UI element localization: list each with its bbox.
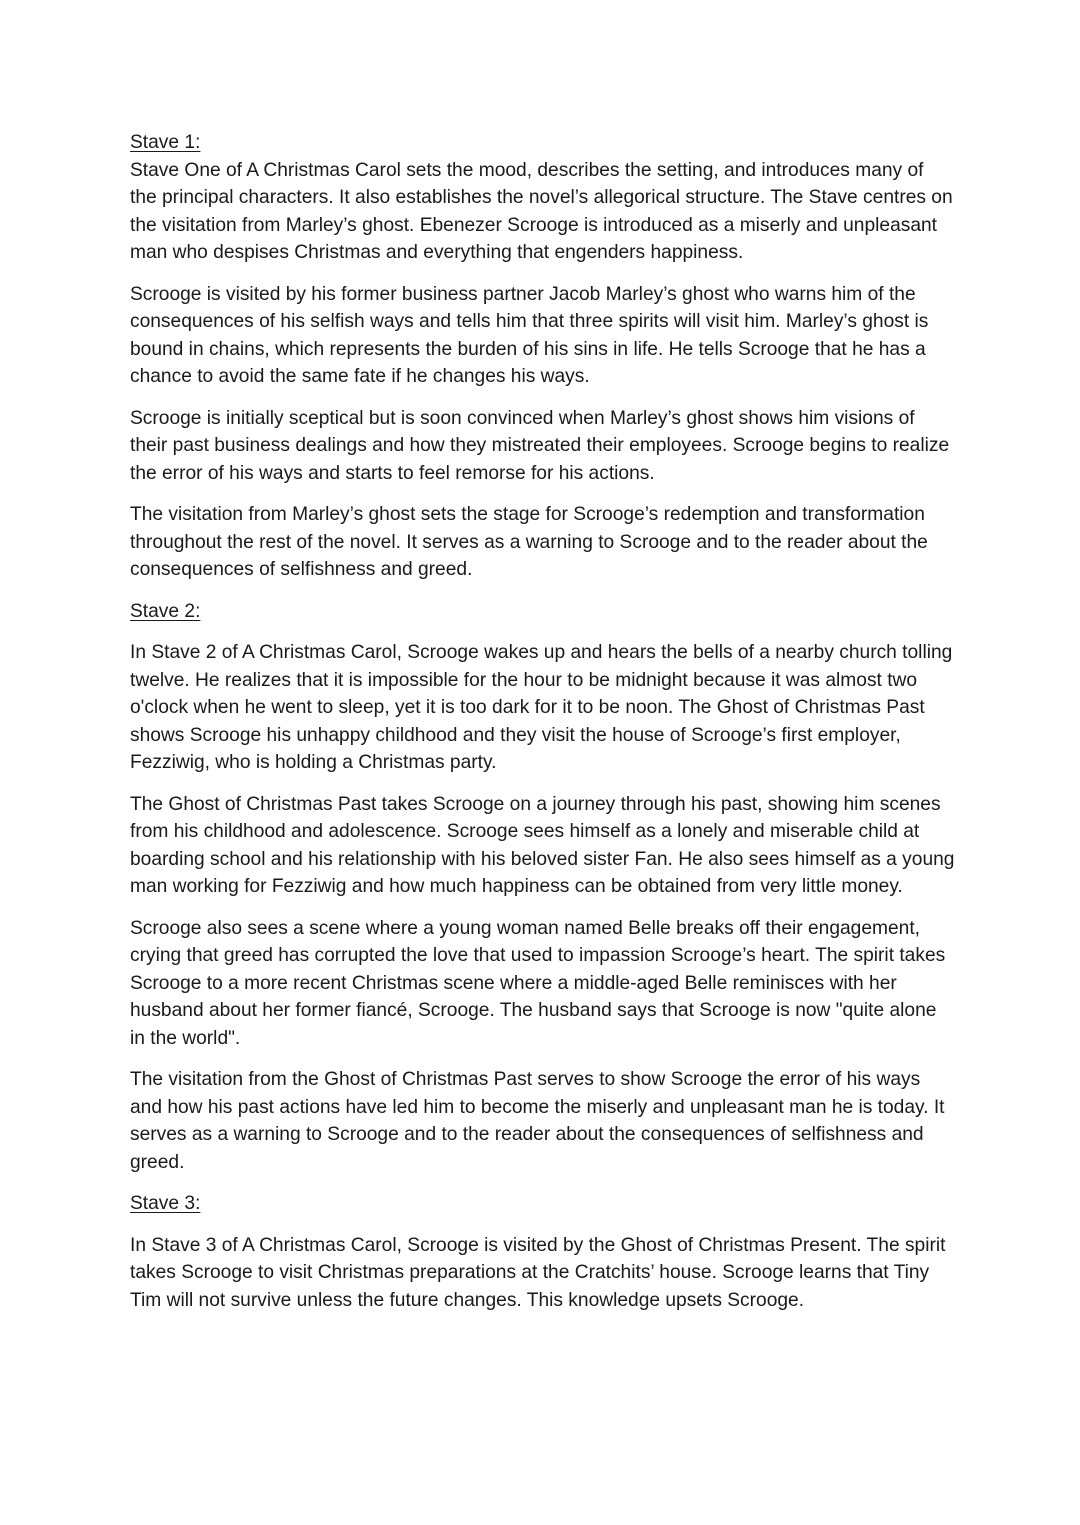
section-stave-1 bbox=[130, 129, 955, 584]
paragraph: The visitation from Marley’s ghost sets the stage for Scrooge’s redemption and transformation throughout the rest of the novel. It serves as a warning to Scrooge and to the reader about the consequences of selfishness and greed. bbox=[130, 504, 928, 580]
section-stave-3 bbox=[130, 1190, 955, 1314]
section-heading: Stave 1: bbox=[130, 132, 201, 153]
paragraph: Stave One of A Christmas Carol sets the mood, describes the setting, and introduces many of the principal characters. It also establishes the novel’s allegorical structure. The Stave centres on the visitation from Marley’s ghost. Ebenezer Scrooge is introduced as a miserly and unpleasant man who despises Christmas and everything that engenders happiness. bbox=[130, 159, 953, 263]
paragraph: In Stave 3 of A Christmas Carol, Scrooge is visited by the Ghost of Christmas Present. The spirit takes Scrooge to visit Christmas preparations at the Cratchits’ house. Scrooge learns that Tiny Tim will not survive unless the future changes. This knowledge upsets Scrooge. bbox=[130, 1234, 946, 1311]
section-heading: Stave 2: bbox=[130, 600, 201, 622]
paragraph: The Ghost of Christmas Past takes Scrooge on a journey through his past, showing him scenes from his childhood and adolescence. Scrooge sees himself as a lonely and miserable child at boarding school and his relationship with his beloved sister Fan. He also sees himself as a young man working for Fezziwig and how much happiness can be obtained from very little money. bbox=[130, 793, 955, 897]
paragraph: The visitation from the Ghost of Christmas Past serves to show Scrooge the error of his ways and how his past actions have led him to become the miserly and unpleasant man he is today. It serves as a warning to Scrooge and to the reader about the consequences of selfishness and greed. bbox=[130, 1069, 945, 1173]
section-heading: Stave 3: bbox=[130, 1193, 201, 1214]
document-page bbox=[130, 129, 955, 1328]
paragraph: In Stave 2 of A Christmas Carol, Scrooge wakes up and hears the bells of a nearby church tolling twelve. He realizes that it is impossible for the hour to be midnight because it was almost two o'clock when he went to sleep, yet it is too dark for it to be noon. The Ghost of Christmas Past shows Scrooge his unhappy childhood and they visit the house of Scrooge’s first employer, Fezziwig, who is holding a Christmas party. bbox=[130, 642, 953, 773]
paragraph: Scrooge is initially sceptical but is soon convinced when Marley’s ghost shows him visions of their past business dealings and how they mistreated their employees. Scrooge begins to realize the error of his ways and starts to feel remorse for his actions. bbox=[130, 407, 950, 484]
section-stave-2 bbox=[130, 598, 955, 1177]
paragraph: Scrooge also sees a scene where a young woman named Belle breaks off their engagement, crying that greed has corrupted the love that used to impassion Scrooge’s heart. The spirit takes Scrooge to a more recent Christmas scene where a middle-aged Belle reminisces with her husband about her former fiancé, Scrooge. The husband says that Scrooge is now "quite alone in the world". bbox=[130, 917, 946, 1049]
paragraph: Scrooge is visited by his former business partner Jacob Marley’s ghost who warns him of the consequences of his selfish ways and tells him that three spirits will visit him. Marley’s ghost is bound in chains, which represents the burden of his sins in life. He tells Scrooge that he has a chance to avoid the same fate if he changes his ways. bbox=[130, 283, 929, 387]
